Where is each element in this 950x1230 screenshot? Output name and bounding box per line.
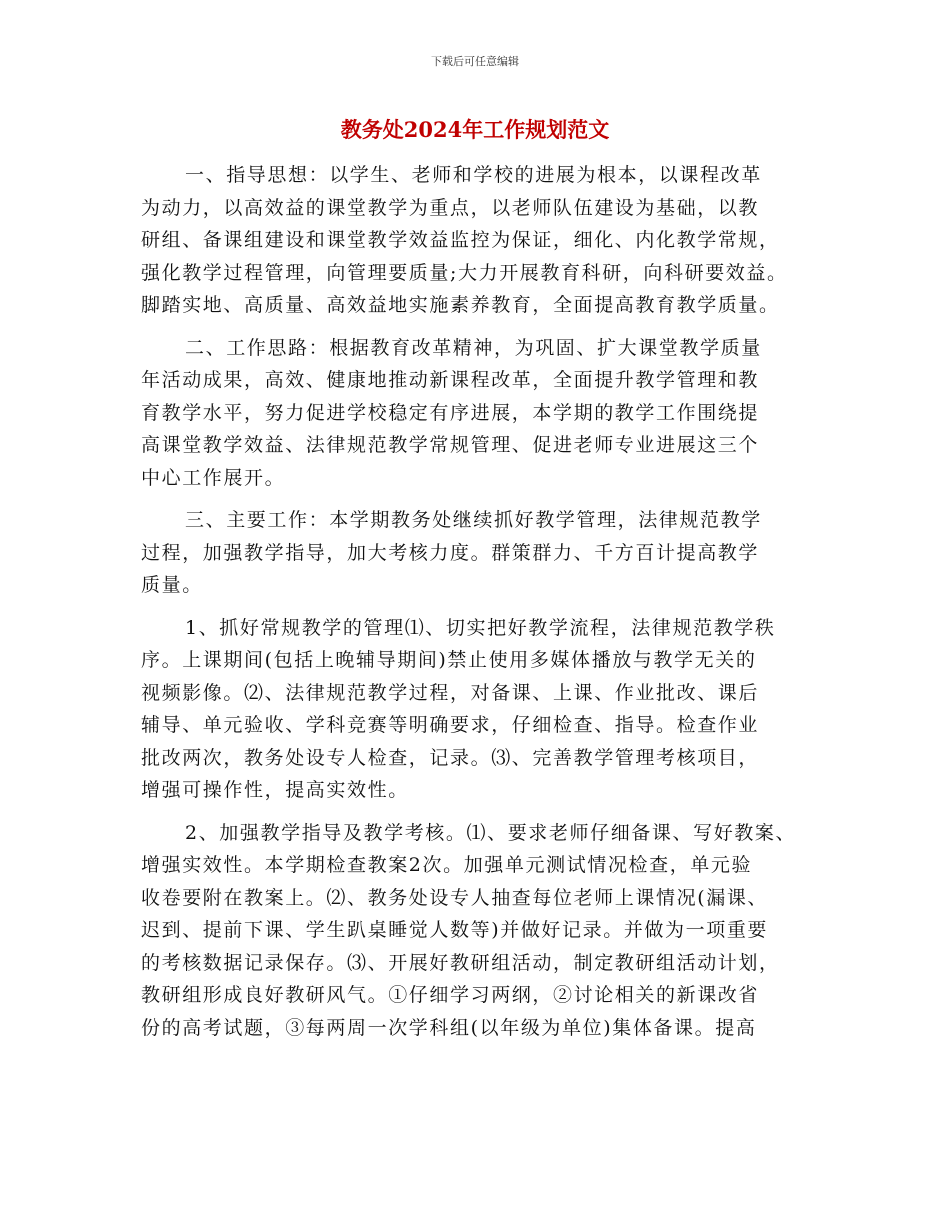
text-line: 批改两次，教务处设专人检查，记录。⑶、完善教学管理考核项目， — [141, 746, 760, 769]
text-line: 研组、备课组建设和课堂教学效益监控为保证，细化、内化教学常规， — [141, 229, 780, 251]
page-header-note: 下载后可任意编辑 — [431, 55, 519, 68]
text-line: 质量。 — [141, 574, 203, 596]
paragraph — [141, 159, 821, 322]
text-line: 高课堂教学效益、法律规范教学常规管理、促进老师专业进展这三个 — [141, 434, 760, 456]
document-title: 教务处2024年工作规划范文 — [340, 117, 610, 142]
paragraph — [141, 504, 821, 602]
text-line: 2、加强教学指导及教学考核。⑴、要求老师仔细备课、写好教案、 — [185, 821, 797, 844]
text-line: 的考核数据记录保存。⑶、开展好教研组活动，制定教研组活动计划， — [141, 951, 780, 974]
text-line: 收卷要附在教案上。⑵、教务处设专人抽查每位老师上课情况(漏课、 — [141, 886, 769, 909]
text-line: 三、主要工作：本学期教务处继续抓好教学管理，法律规范教学 — [185, 509, 762, 531]
text-line: 视频影像。⑵、法律规范教学过程，对备课、上课、作业批改、课后 — [141, 681, 760, 704]
text-line: 育教学水平，努力促进学校稳定有序进展，本学期的教学工作围绕提 — [141, 401, 760, 424]
text-line: 1、抓好常规教学的管理⑴、切实把好教学流程，法律规范教学秩 — [185, 616, 776, 639]
paragraph — [141, 332, 821, 495]
text-line: 增强可操作性，提高实效性。 — [141, 779, 409, 801]
text-line: 增强实效性。本学期检查教案2次。加强单元测试情况检查，单元验 — [141, 854, 753, 876]
text-line: 年活动成果，高效、健康地推动新课程改革，全面提升教学管理和教 — [141, 369, 760, 391]
paragraph — [141, 612, 821, 807]
text-line: 辅导、单元验收、学科竞赛等明确要求，仔细检查、指导。检查作业 — [141, 714, 760, 736]
text-line: 二、工作思路：根据教育改革精神，为巩固、扩大课堂教学质量 — [185, 336, 762, 359]
text-line: 教研组形成良好教研风气。①仔细学习两纲，②讨论相关的新课改省 — [141, 984, 760, 1006]
document-body — [141, 159, 821, 1044]
text-line: 一、指导思想：以学生、老师和学校的进展为根本，以课程改革 — [185, 164, 762, 186]
text-line: 过程，加强教学指导，加大考核力度。群策群力、千方百计提高教学 — [141, 541, 760, 564]
text-line: 份的高考试题，③每两周一次学科组(以年级为单位)集体备课。提高 — [141, 1016, 757, 1039]
paragraph — [141, 817, 821, 1045]
text-line: 强化教学过程管理，向管理要质量;大力开展教育科研，向科研要效益。 — [141, 261, 788, 284]
text-line: 为动力，以高效益的课堂教学为重点，以老师队伍建设为基础，以教 — [141, 196, 760, 219]
text-line: 脚踏实地、高质量、高效益地实施素养教育，全面提高教育教学质量。 — [141, 294, 780, 316]
text-line: 序。上课期间(包括上晚辅导期间)禁止使用多媒体播放与教学无关的 — [141, 649, 757, 671]
text-line: 中心工作展开。 — [141, 466, 286, 489]
text-line: 迟到、提前下课、学生趴桌睡觉人数等)并做好记录。并做为一项重要 — [141, 919, 769, 941]
